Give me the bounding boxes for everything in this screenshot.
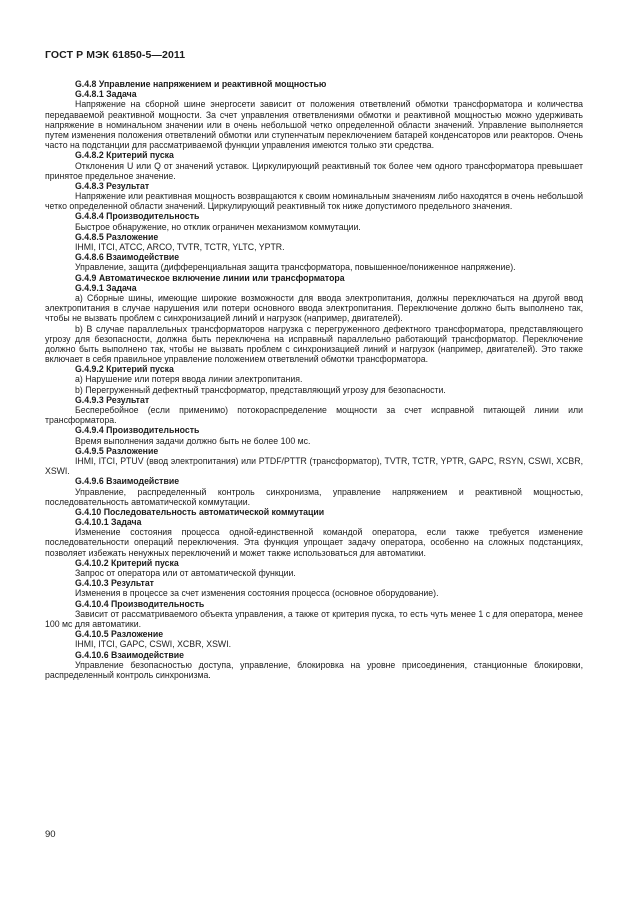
- paragraph: Изменение состояния процесса одной-единственной командой оператора, если также требуется изменение последовательности операций переключения. Эта функция упрощает задачу оператора, особенно на сложных подстанциях, позволяет избежать ненужных переключений и может также использоваться для автоматики.: [45, 527, 583, 558]
- section-heading: G.4.10.1 Задача: [75, 517, 142, 528]
- paragraph: Напряжение на сборной шине энергосети зависит от положения ответвлений обмотки трансформатора и количества передаваемой реактивной мощности. За счет управления ответвлениями обмотки и реактивной мощностью можно удерживать напряжение в номинальном значении или в очень небольшой четко определенной области значений. Управление выполняется путем изменения положения ответвлений обмотки или ступенчатым переключением батарей конденсаторов или реакторов. Очень часто на подстанции для рассматриваемой функции управления имеются только эти средства.: [45, 99, 583, 151]
- section-heading: G.4.8.5 Разложение: [75, 231, 159, 242]
- paragraph: IHMI, ITCI, ATCC, ARCO, TVTR, TCTR, YLTC, YPTR.: [75, 242, 285, 252]
- section-heading: G.4.9.5 Разложение: [75, 445, 159, 456]
- page-number: 90: [45, 829, 56, 840]
- paragraph: Отклонения U или Q от значений уставок. Циркулирующий реактивный ток более чем одного трансформатора превышает принятое предельное значение.: [45, 160, 583, 181]
- section-heading: G.4.8.4 Производительность: [75, 211, 200, 222]
- section-heading: G.4.8.3 Результат: [75, 180, 150, 191]
- paragraph: Быстрое обнаружение, но отклик ограничен механизмом коммутации.: [75, 221, 361, 232]
- section-heading: G.4.9.3 Результат: [75, 394, 150, 405]
- paragraph: Напряжение или реактивная мощность возвращаются к своим номинальным значениям либо находятся в очень небольшой четко определенной области значений. Циркулирующий реактивный ток ниже допустимого предельного значения.: [45, 191, 583, 212]
- section-heading: G.4.9.6 Взаимодействие: [75, 476, 180, 487]
- section-heading: G.4.8.1 Задача: [75, 89, 137, 100]
- section-heading: G.4.10.2 Критерий пуска: [75, 557, 179, 568]
- paragraph: IHMI, ITCI, PTUV (ввод электропитания) или PTDF/PTTR (трансформатор), TVTR, TCTR, YPTR, GAPC, RSYN, CSWI, XCBR, XSWI.: [45, 455, 583, 477]
- paragraph: Запрос от оператора или от автоматической функции.: [75, 568, 296, 578]
- paragraph: a) Нарушение или потеря ввода линии электропитания.: [75, 374, 303, 385]
- paragraph: a) Сборные шины, имеющие широкие возможности для ввода электропитания, должны переключаться на другой ввод электропитания в случае нарушения или потери основного ввода электропитания. Переключение должно быть выполнено так, чтобы не вызвать проблем с синхронизацией линий и нагрузок (например, двигателей).: [45, 292, 583, 324]
- section-heading: G.4.9.2 Критерий пуска: [75, 364, 174, 375]
- section-heading: G.4.10 Последовательность автоматической коммутации: [75, 506, 325, 517]
- section-heading: G.4.10.4 Производительность: [75, 598, 205, 609]
- section-heading: G.4.10.6 Взаимодействие: [75, 649, 184, 660]
- document-body: [45, 79, 583, 680]
- paragraph: Зависит от рассматриваемого объекта управления, а также от критерия пуска, то есть чуть менее 1 с для оператора, менее 100 мс для автоматики.: [45, 608, 583, 629]
- page-header: ГОСТ Р МЭК 61850-5—2011: [45, 49, 186, 61]
- section-heading: G.4.9 Автоматическое включение линии или трансформатора: [75, 272, 345, 283]
- section-heading: G.4.8.2 Критерий пуска: [75, 150, 174, 161]
- paragraph: b) Перегруженный дефектный трансформатор, представляющий угрозу для безопасности.: [75, 384, 446, 395]
- paragraph: Изменения в процессе за счет изменения состояния процесса (основное оборудование).: [75, 588, 439, 599]
- paragraph: Время выполнения задачи должно быть не более 100 мс.: [75, 435, 311, 446]
- section-heading: G.4.9.4 Производительность: [75, 425, 200, 436]
- paragraph: b) В случае параллельных трансформаторов нагрузка с перегруженного дефектного трансформатора, представляющего угрозу для безопасности, должна быть переключена на исправный параллельно работающий трансформатор. Переключение должно быть выполнено так, чтобы не вызвать проблем с синхронизацией линий и нагрузок (например, двигателей). Это также включает в себя правильное управление положением ответвлений обмотки трансформатора.: [45, 323, 583, 365]
- paragraph: Управление, распределенный контроль синхронизма, управление напряжением и реактивной мощностью, последовательность автоматической коммутации.: [45, 486, 583, 507]
- paragraph: Управление безопасностью доступа, управление, блокировка на уровне присоединения, станционные блокировки, распределенный контроль синхронизма.: [45, 659, 583, 680]
- paragraph: Управление, защита (дифференциальная защита трансформатора, повышенное/пониженное напряжение).: [75, 262, 516, 273]
- section-heading: G.4.9.1 Задача: [75, 282, 137, 293]
- section-heading: G.4.8.6 Взаимодействие: [75, 252, 180, 263]
- section-heading: G.4.8 Управление напряжением и реактивной мощностью: [75, 79, 327, 89]
- paragraph: IHMI, ITCI, GAPC, CSWI, XCBR, XSWI.: [75, 639, 232, 650]
- paragraph: Бесперебойное (если применимо) потокораспределение мощности за счет исправной питающей линии или трансформатора.: [45, 405, 583, 426]
- section-heading: G.4.10.5 Разложение: [75, 629, 164, 640]
- section-heading: G.4.10.3 Результат: [75, 578, 154, 589]
